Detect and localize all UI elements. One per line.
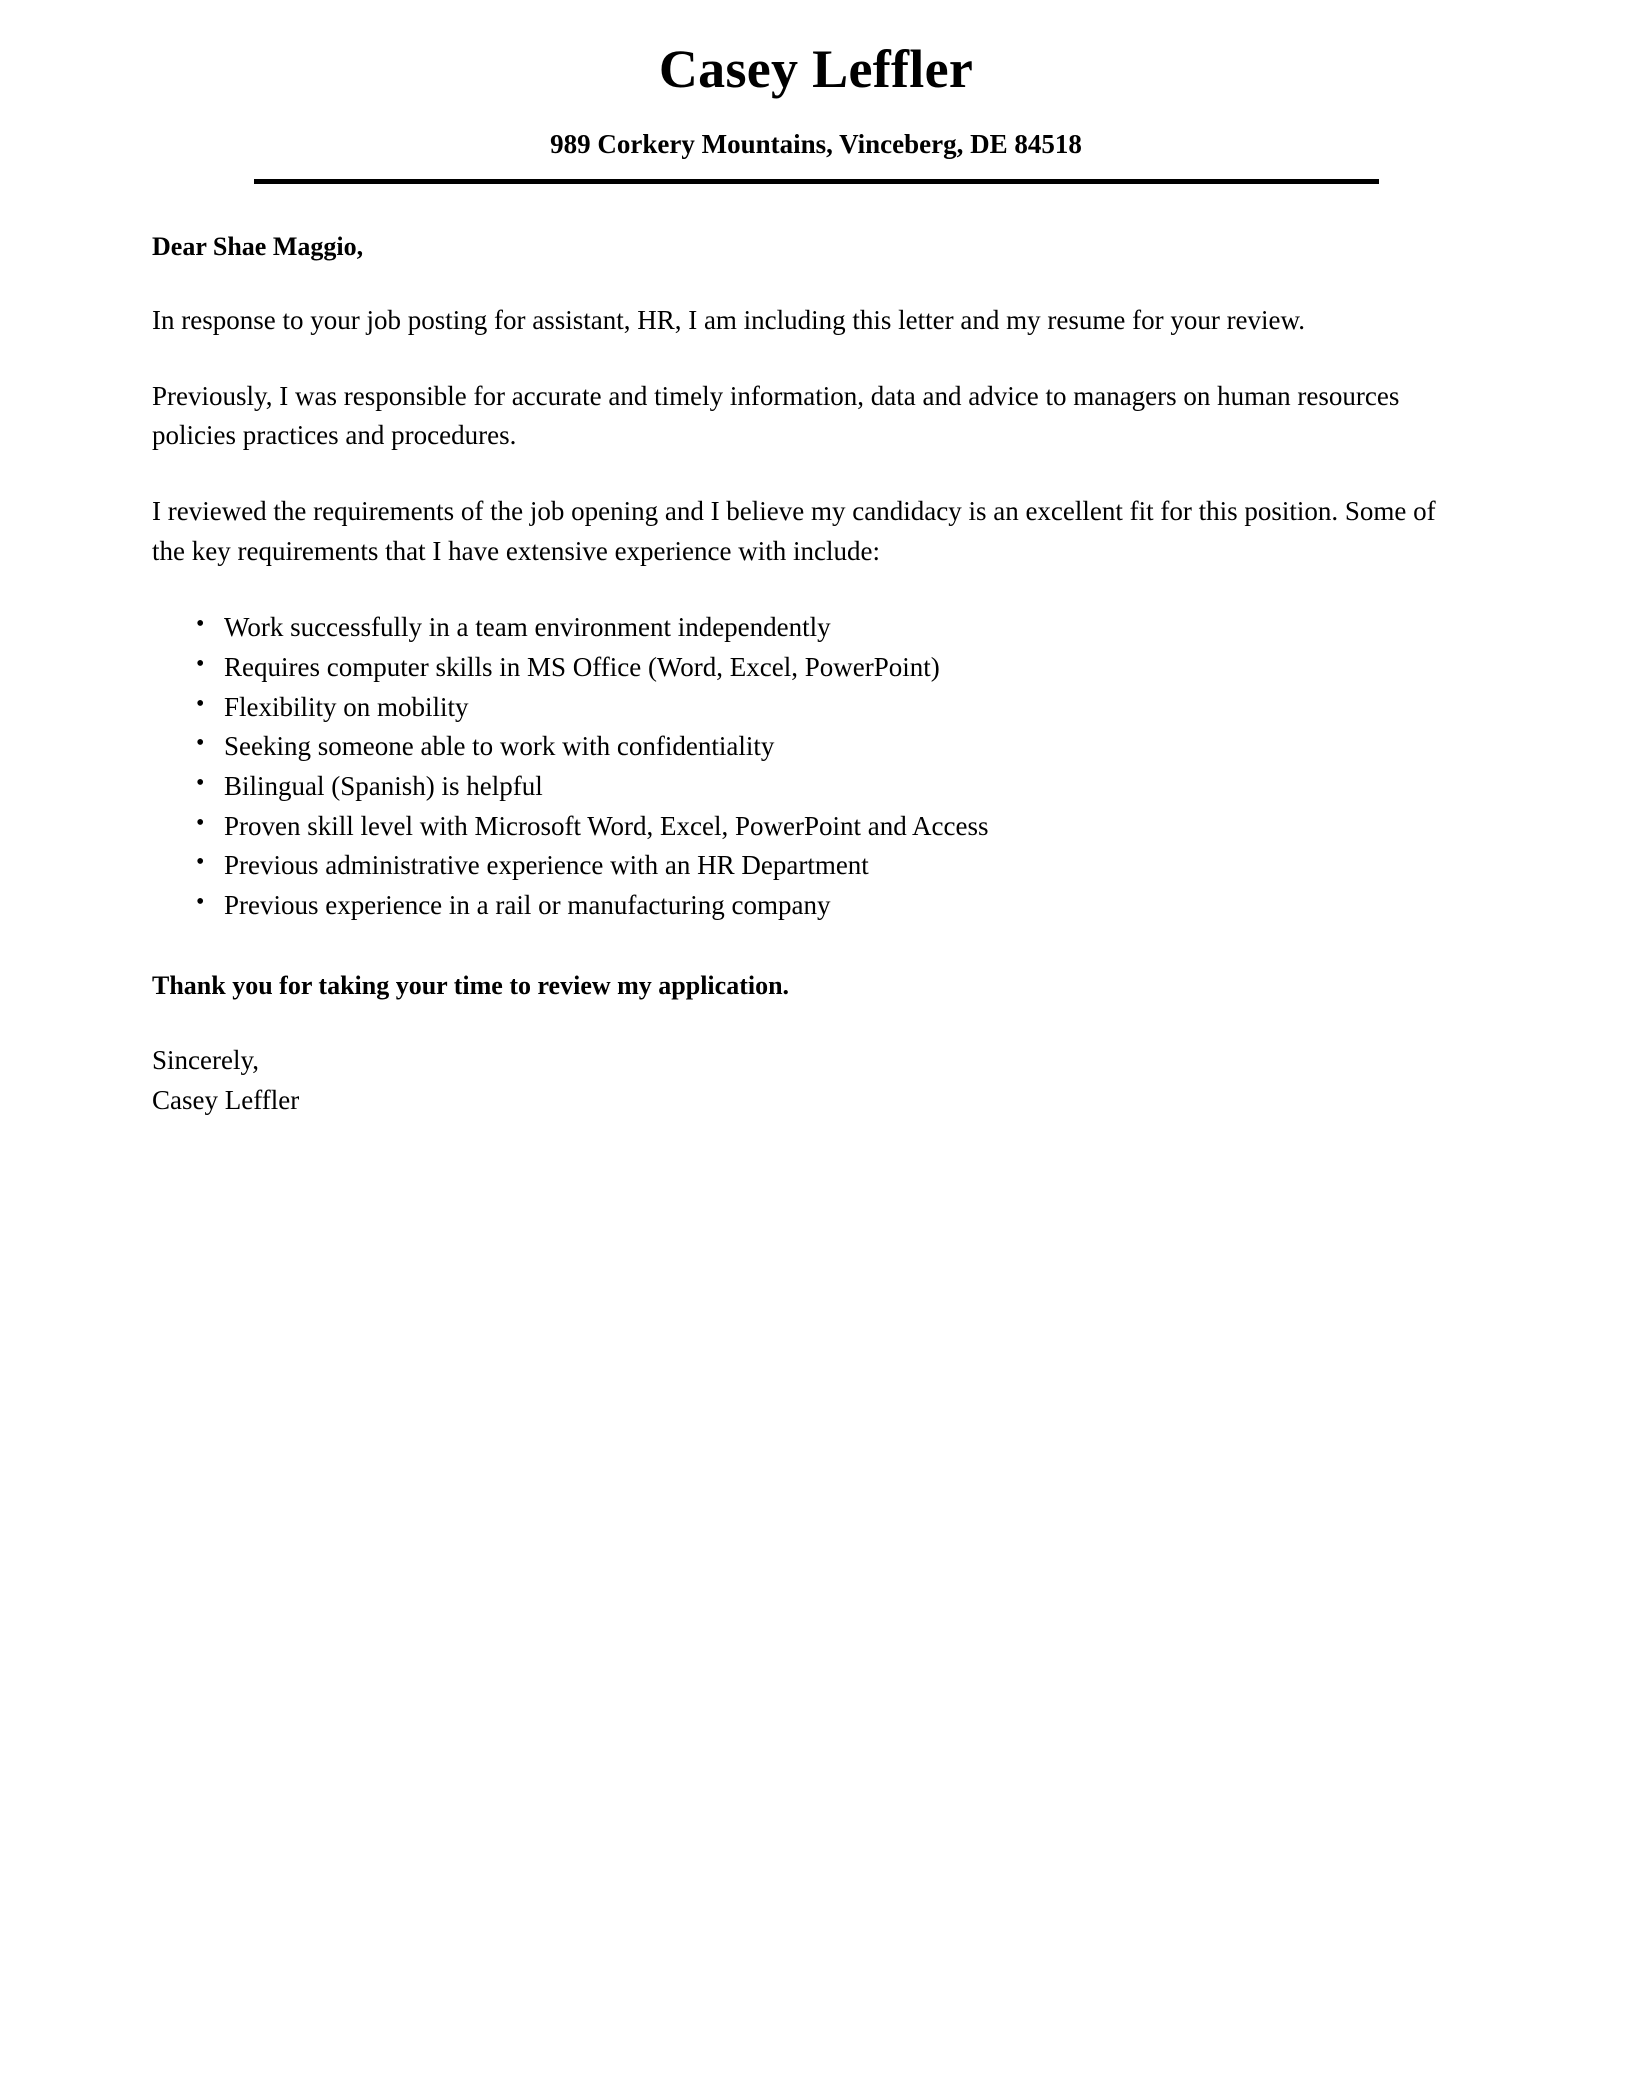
list-item: • Work successfully in a team environment independently	[196, 608, 1460, 648]
valediction: Sincerely,	[152, 1044, 259, 1075]
signoff-block	[152, 1041, 1460, 1120]
letterhead-name: Casey Leffler	[658, 39, 974, 99]
list-item: • Bilingual (Spanish) is helpful	[196, 767, 1460, 807]
letterhead-divider	[254, 179, 1379, 184]
list-item: • Previous administrative experience with an HR Department	[196, 846, 1460, 886]
list-item: • Flexibility on mobility	[196, 688, 1460, 728]
list-item: • Seeking someone able to work with confidentiality	[196, 727, 1460, 767]
paragraph-requirements-intro: I reviewed the requirements of the job opening and I believe my candidacy is an excellent fit for this position. Some of the key requirements that I have extensive experience with include:	[152, 496, 1436, 567]
list-item: • Proven skill level with Microsoft Word, Excel, PowerPoint and Access	[196, 807, 1460, 847]
requirements-list	[152, 608, 1460, 926]
list-item: • Requires computer skills in MS Office (Word, Excel, PowerPoint)	[196, 648, 1460, 688]
signature-name: Casey Leffler	[152, 1084, 300, 1115]
letterhead	[0, 0, 1632, 184]
paragraph-intro: In response to your job posting for assistant, HR, I am including this letter and my resume for your review.	[152, 304, 1306, 335]
list-item: • Previous experience in a rail or manufacturing company	[196, 886, 1460, 926]
paragraph-experience: Previously, I was responsible for accurate and timely information, data and advice to managers on human resources policies practices and procedures.	[152, 380, 1400, 451]
closing-thanks: Thank you for taking your time to review my application.	[152, 970, 790, 1000]
letter-body	[0, 229, 1632, 1120]
letterhead-address: 989 Corkery Mountains, Vinceberg, DE 84518	[550, 129, 1082, 160]
salutation: Dear Shae Maggio,	[152, 232, 364, 262]
